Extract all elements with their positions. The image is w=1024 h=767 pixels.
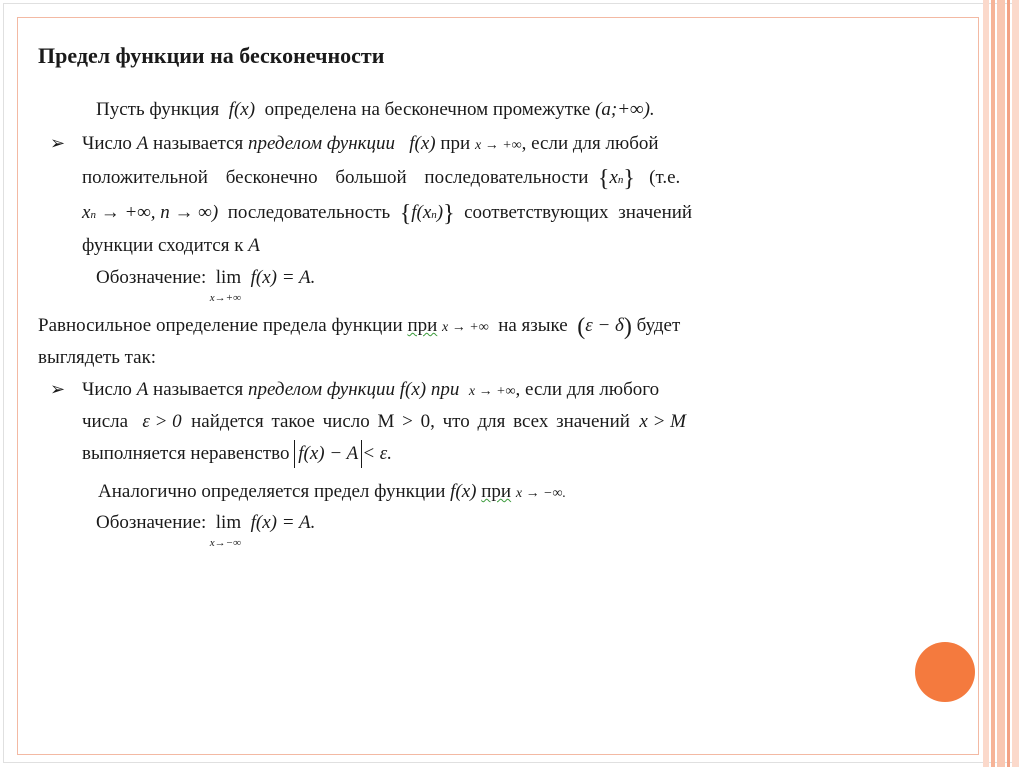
def1-notation: Обозначение: lim x→+∞ f(x) = A. bbox=[96, 267, 316, 304]
def2-line3: выполняется неравенство f(x) − A < ε. bbox=[82, 440, 392, 468]
bullet-arrow-icon: ➢ bbox=[50, 379, 66, 399]
equiv-line1: Равносильное определение предела функции при x → +∞ на языке (ε − δ) будет bbox=[38, 314, 681, 340]
equiv-line2: выглядеть так: bbox=[38, 347, 157, 368]
def1-line2: положительной бесконечно большой последовательности {xn} (т.е. bbox=[82, 166, 681, 192]
bullet-arrow-icon: ➢ bbox=[50, 133, 66, 153]
slide-title: Предел функции на бесконечности bbox=[38, 43, 385, 68]
decorative-stripes bbox=[983, 0, 1019, 767]
def1-line1: Число A называется пределом функции f(x) при x → +∞, если для любой bbox=[82, 133, 659, 154]
analog-line: Аналогично определяется предел функции f(x) при x → −∞. bbox=[98, 481, 567, 502]
def1-line4: функции сходится к A bbox=[82, 235, 260, 256]
def1-line3: xn → +∞, n → ∞) последовательность {f(xn)} соответствующих значений bbox=[82, 201, 693, 227]
def2-line2: числа ε > 0 найдется такое число M > 0, что для всех значений x > M bbox=[82, 411, 686, 432]
def2-line1: Число A называется пределом функции f(x) при x → +∞, если для любого bbox=[82, 379, 660, 400]
analog-notation: Обозначение: lim x→−∞ f(x) = A. bbox=[96, 512, 316, 549]
intro-line: Пусть функция f(x) определена на бесконечном промежутке (a;+∞). bbox=[96, 99, 655, 120]
orange-circle-decoration bbox=[915, 642, 975, 702]
